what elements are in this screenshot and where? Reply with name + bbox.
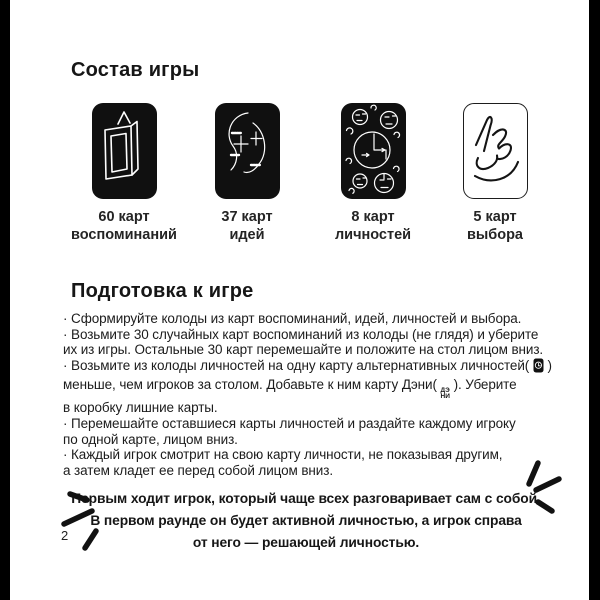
setup-bullet-line: · Возьмите из колоды личностей на одну карту альтернативных личностей( ) [63,358,555,377]
memories-card-kind: воспоминаний [71,227,177,243]
dany-mini-card-top-text: ДЭ [440,386,450,394]
setup-bullet-line: а затем кладет ее перед собой лицом вниз. [63,463,333,479]
many-faces-doodle-icon [341,103,406,199]
dany-mini-card-bottom-text: НИ [440,393,450,401]
highlight-line-3: от него — решающей личностью. [192,535,420,550]
choice-card-group [415,103,575,244]
profile-idea-doodle-icon [215,103,280,199]
setup-bullet-line: · Сформируйте колоды из карт воспоминаний, идей, личностей и выбора. [63,311,522,326]
setup-bullet-line: меньше, чем игроков за столом. Добавьте к ним карту Дэни( ДЭ НИ ). Уберите [63,376,517,401]
setup-bullet-line: · Перемешайте оставшиеся карты личностей и раздайте каждому игроку [63,415,516,431]
personalities-card [341,103,406,199]
setup-bullet-line: по одной карте, лицом вниз. [63,431,238,447]
setup-section-title: Подготовка к игре [71,280,254,302]
page-edge-right [589,0,600,600]
personalities-card-kind: личностей [334,227,412,243]
ideas-card-kind: идей [229,227,265,243]
dany-mini-card-icon [441,388,450,400]
choice-card-kind: выбора [466,227,524,243]
memories-card [92,103,157,199]
choice-card [463,103,528,199]
page-number: 2 [61,528,69,543]
first-player-highlight [58,488,554,554]
ideas-card [215,103,280,199]
setup-bullet-line: · Возьмите 30 случайных карт воспоминаний из колоды (не глядя) и уберите [63,326,539,342]
page-edge-left [0,0,10,600]
emphasis-dashes-right-icon [522,458,578,516]
ink-scribble-icon [464,104,526,197]
setup-bullets [63,311,555,479]
choice-card-label [415,208,575,244]
setup-bullet-line: · Каждый игрок смотрит на свою карту личности, не показывая другим, [63,447,503,463]
memories-card-count: 60 карт [98,209,150,225]
personalities-card-count: 8 карт [351,209,395,225]
picture-frame-icon [92,103,157,199]
personality-mini-card-icon [533,358,544,377]
ideas-card-count: 37 карт [221,209,273,225]
highlight-line-1: Первым ходит игрок, который чаще всех разговаривает сам с собой. [71,491,541,506]
highlight-line-2: В первом раунде он будет активной личностью, а игрок справа [90,513,522,528]
components-section-title: Состав игры [71,59,200,81]
choice-card-count: 5 карт [473,209,517,225]
setup-bullet-line: их из игры. Остальные 30 карт перемешайте и положите на стол лицом вниз. [63,342,544,358]
setup-bullet-line: в коробку лишние карты. [63,400,218,416]
